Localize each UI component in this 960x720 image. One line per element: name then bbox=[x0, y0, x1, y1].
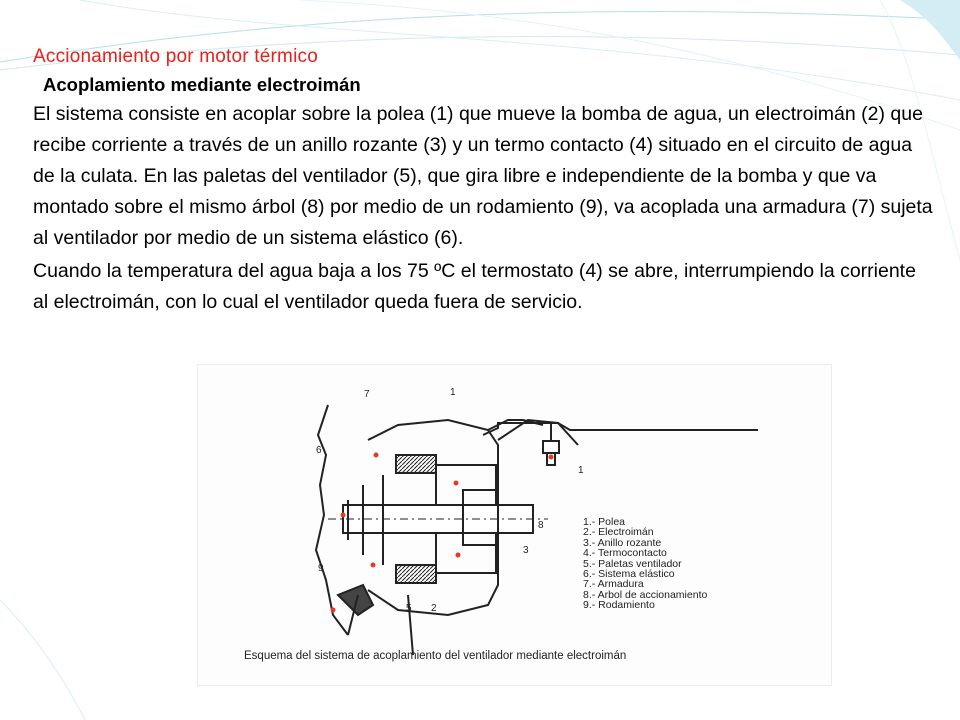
legend-item: 4.- Termocontacto bbox=[583, 547, 667, 560]
legend-item: 3.- Anillo rozante bbox=[583, 536, 662, 549]
diagram-callout: 3 bbox=[523, 545, 529, 556]
slide-content bbox=[33, 45, 933, 318]
diagram-callout: 9 bbox=[318, 563, 324, 574]
fan-coupling-diagram bbox=[197, 364, 832, 686]
legend-item: 9.- Rodamiento bbox=[583, 599, 655, 612]
diagram-callout: 8 bbox=[538, 520, 544, 531]
description-paragraph: El sistema consiste en acoplar sobre la polea (1) que mueve la bomba de agua, un electroimán (2) que recibe corriente a través de un anillo rozante (3) y un termo contacto (4) situado en el circuito de agua de la culata. En las paletas del ventilador (5), que gira libre e independiente de la bomba y que va montado sobre el mismo árbol (8) por medio de un rodamiento (9), va acoplada una armadura (7) sujeta al ventilador por medio de un sistema elástico (6). bbox=[33, 103, 933, 249]
legend-item: 5.- Paletas ventilador bbox=[583, 557, 682, 570]
diagram-legend bbox=[583, 517, 707, 611]
diagram-caption: Esquema del sistema de acoplamiento del ventilador mediante electroimán bbox=[244, 650, 627, 662]
diagram-callout: 7 bbox=[364, 389, 370, 400]
description-paragraph-2: Cuando la temperatura del agua baja a los 75 ºC el termostato (4) se abre, interrumpiendo la corriente al electroimán, con lo cual el ventilador queda fuera de servicio. bbox=[33, 260, 916, 313]
legend-item: 1.- Polea bbox=[583, 516, 626, 528]
diagram-callout: 6 bbox=[316, 445, 322, 456]
legend-item: 7.- Armadura bbox=[583, 578, 644, 591]
slide-title: Accionamiento por motor térmico bbox=[33, 46, 318, 67]
legend-item: 8.- Arbol de accionamiento bbox=[583, 588, 708, 601]
diagram-callout: 1 bbox=[450, 387, 456, 398]
mechanical-schematic bbox=[198, 365, 831, 685]
legend-item: 6.- Sistema elástico bbox=[583, 568, 675, 581]
diagram-callout: 2 bbox=[431, 603, 437, 614]
diagram-callout: 1 bbox=[578, 465, 584, 476]
diagram-callout: 5 bbox=[406, 603, 412, 614]
slide-subtitle: Acoplamiento mediante electroimán bbox=[43, 74, 361, 95]
legend-item: 2.- Electroimán bbox=[583, 526, 654, 539]
